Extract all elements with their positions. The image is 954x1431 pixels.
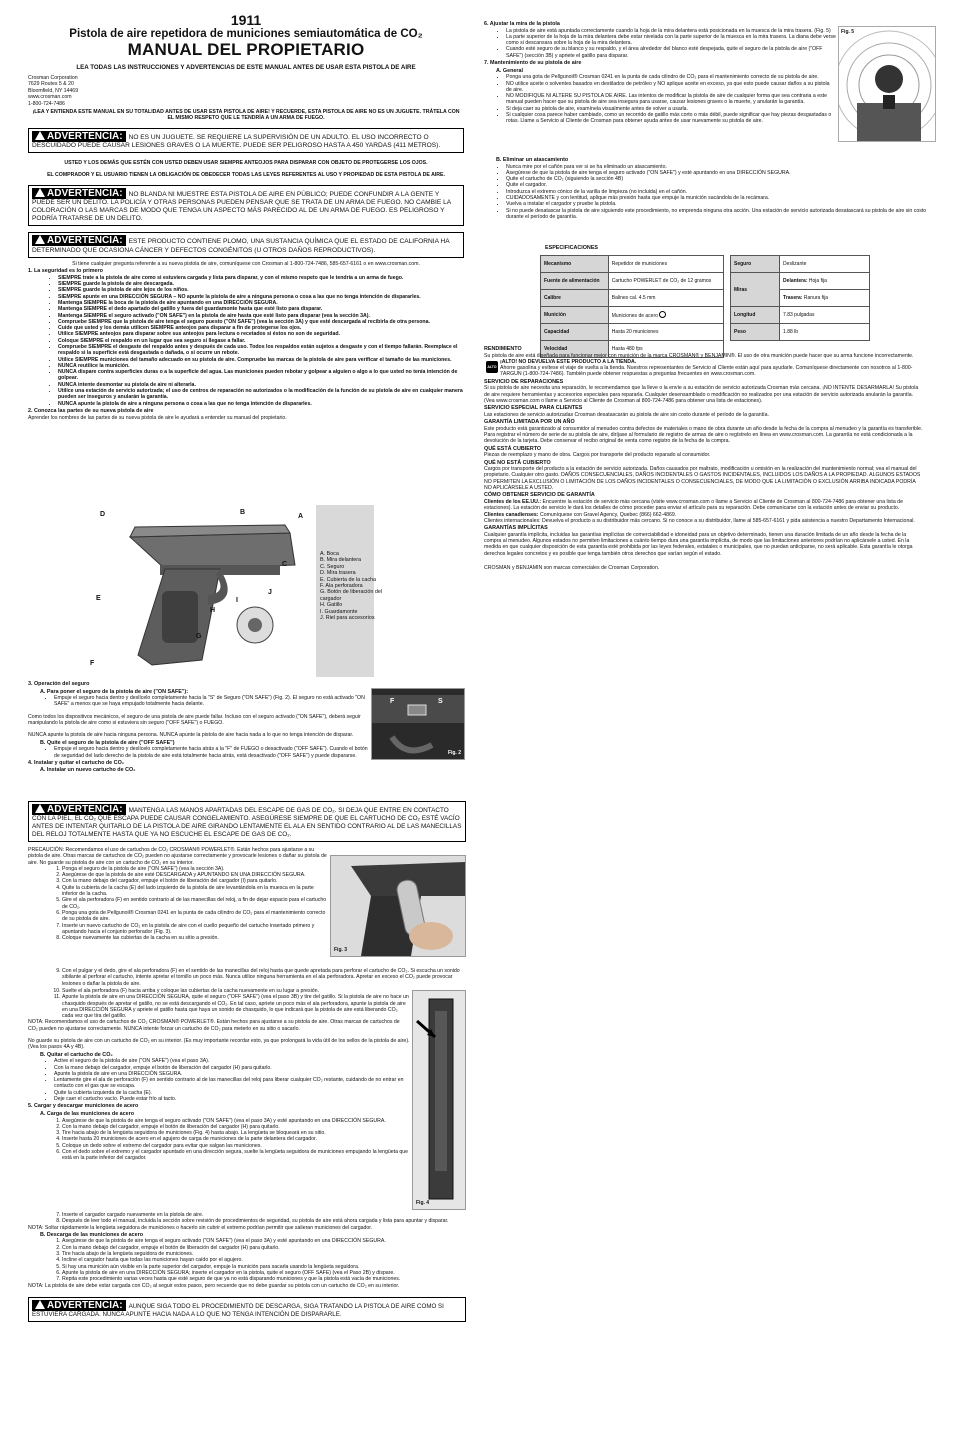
eye-protection-notice: USTED Y LOS DEMÁS QUE ESTÉN CON USTED DEBEN USAR SIEMPRE ANTEOJOS PARA DISPARAR CON OBJETO DE PROTEGERSE LOS OJOS. (64, 160, 428, 167)
product-subtitle: Pistola de aire repetidora de municiones semiautomática de CO₂ (69, 28, 423, 40)
left-column (28, 12, 464, 421)
specs-table-right (730, 255, 870, 341)
section-5b-title: B. Descarga de las municiones de acero (40, 1231, 144, 1238)
list-item: • Cuide que usted y los demás utilicen SIEMPRE anteojos para disparar a fin de protegerse los ojos. (58, 325, 464, 331)
section-4a-body (28, 847, 328, 941)
list-item: • Cuando esté seguro de su blanco y su respaldo, y el área alrededor del blanco esté despejada, quite el seguro de la pistola de aire ("OFF SAFE") (sección 3B) y apriete el gatillo para disparar. (506, 46, 836, 59)
warning-text: NO BLANDA NI MUESTRE ESTA PISTOLA DE AIRE EN PÚBLICO; PUEDE CONFUNDIR A LA GENTE Y PUEDE SER UN DELITO. LA POLICÍA Y OTRAS PERSONAS PUEDEN PENSAR QUE SE TRATA DE UN ARMA DE FUEGO. NO CAMBIE LA COLORACIÓN O LAS MARCAS DE MODO QUE TENGA UN ASPECTO MÁS PARECIDO AL DE UN ARMA DE FUEGO. ES PELIGROSO Y PODRÍA TRATARSE DE UN DELITO. (32, 190, 451, 223)
alto-text: Ahorre gasolina y evítese el viaje de vuelta a la tienda. Nuestros representantes de Servicio al Cliente están aquí para ayudarle. Comuníquese directamente con nosotros al 1-800-7ARGUN (1-800-724-7486). También puede obtener respuestas a preguntas frecuentes en www.crosman.com. (500, 365, 913, 378)
section-3b-title: B. Quite el seguro de la pistola de aire ("OFF SAFE") (40, 739, 175, 746)
garantia-text: Este producto está garantizado al consumidor al menudeo contra defectos de materiales o mano de obra durante un año desde la fecha de la compra al menudeo y la garantía es transferible. Para registrar el número de serie de su pistola de aire, diríjase al formulario de registro de armas de aire o regístrelo en línea en www.crosman.com. La garantía no está condicionada a la devolución de la tarjeta. Debe conservar el recibo original de venta como registro de la fecha de la compra. (484, 425, 923, 445)
list-item: 5. Gire el ala perforadora (F) en sentido contrario al de las manecillas del reloj, a fin de dejar espacio para el cartucho de CO₂. (62, 897, 328, 910)
list-item: • Quite el cartucho de CO₂ (siguiendo la sección 4B) (506, 176, 934, 182)
list-item: • Deje caer el cartucho vacío. Puede estar frío al tacto. (54, 1096, 410, 1102)
no-cubierto-text: Cargos por transporte del producto a la estación de servicio autorizada. Daños causados por maltrato, modificación u omisión en la realización del mantenimiento normal; vea el manual del propietario. Cualquier otro gasto. DAÑOS CONSECUENCIALES, DAÑOS INCIDENTALES O GASTOS INCIDENTALES, INCLUIDOS LOS DAÑOS A LA PROPIEDAD. ALGUNOS ESTADOS NO PERMITEN LA EXCLUSIÓN O LIMITACIÓN DE LOS DAÑOS INCIDENTALES O CONSECUENCIALES, DE MODO QUE LA LIMITACIÓN O EXCLUSIÓN ARRIBA INDICADA PODRÍA NO APLICÁRSELE A USTED. (484, 466, 921, 492)
callout-a: A (298, 513, 304, 520)
list-item: • La parte superior de la hoja de la mira delantera debe estar nivelada con la parte superior de la muesca en la mira trasera. La diana debe verse como si descansara sobre la hoja de la mira delantera. (506, 34, 836, 47)
no-cubierto-title: QUÉ NO ESTÁ CUBIERTO (484, 459, 551, 466)
list-item: • Con la mano debajo del cargador, empuje el botón de liberación del cargador (H) para quitarlo. (54, 1065, 410, 1071)
callout-d: D (100, 511, 106, 518)
manual-title: MANUAL DEL PROPIETARIO (127, 40, 365, 59)
list-item: 3. Tire hacia abajo de la lengüeta seguidora de municiones. (62, 1251, 466, 1257)
list-item: 8. Después de leer todo el manual, incluida la sección sobre revisión de procedimientos de seguridad, su pistola de aire está ahora cargada y lista para apuntar y disparar. (62, 1218, 466, 1224)
specs-title: ESPECIFICACIONES (545, 245, 599, 251)
table-row: Velocidad Hasta 480 fps (541, 341, 724, 358)
table-row: Mecanismo Repetidor de municiones (541, 256, 724, 273)
note-text: NOTA: Recomendamos el uso de cartuchos de CO₂ CROSMAN® POWERLET®. Están hechos para ajustarse a su pistola de aire. Otras marcas de cartuchos de CO₂ pueden no ajustarse correctamente. NUNCA intente forzar un cartucho de CO₂ para meterlo en su sitio o sacarlo. (28, 1019, 400, 1032)
fig5-label: Fig. 5 (841, 29, 855, 35)
list-item: 7. Inserte el cargador cargado nuevamente en la pistola de aire. (62, 1212, 466, 1218)
list-item: 4. Quite la cubierta de la cacha (E) del lado izquierdo de la pistola de aire levantándola en la muesca en la parte inferior de la cacha. (62, 885, 328, 898)
list-item: 7. Repita este procedimiento varias veces hasta que esté seguro de que ya no está disparando municiones y que la pistola está vacía de municiones. (62, 1276, 466, 1282)
part-f: F. Ala perforadora (320, 583, 363, 590)
part-j: J. Riel para accesorios (320, 615, 375, 622)
warning-box-2 (28, 185, 464, 227)
specs-table-left (540, 255, 724, 358)
list-item: • CUIDADOSAMENTE y con lentitud, aplique más presión hasta que empuje la munición sacándola de la recámara. (506, 195, 934, 201)
list-item: • Apunte la pistola de aire en una DIRECCIÓN SEGURA. (54, 1071, 410, 1077)
table-row: Munición Municiones de acero (541, 307, 724, 324)
list-item: • Empuje el seguro hacia dentro y deslícelo completamente hacia atrás a la "F" de FUEGO o desactivado ("OFF SAFE"). Cuando el botón de seguridad del lado derecho de la pistola de aire está totalmente hacia atrás, está desactivado ("OFF SAFE") y puede dispararse. (54, 746, 368, 759)
section-3a-title: A. Para poner el seguro de la pistola de aire ("ON SAFE"): (40, 688, 188, 695)
list-item: 2. Con la mano debajo del cargador, empuje el botón de liberación del cargador (H) para quitarlo. (62, 1124, 410, 1130)
list-item: • Quite la cubierta izquierda de la cacha (E). (54, 1090, 410, 1096)
list-item: 2. Con la mano debajo del cargador, empuje el botón de liberación del cargador (H) para quitarlo. (62, 1245, 466, 1251)
list-item: • Compruebe SIEMPRE el desgaste del respaldo antes y después de cada uso. Todos los respaldos están sujetos a desgaste y con el tiempo fallarán. Reemplace el respaldo si la superficie está desgastada o dañada, o si ocurre un rebote. (58, 344, 464, 357)
warning-triangle-icon (35, 804, 45, 813)
table-row: Miras Delantera: Hoja fija (731, 273, 870, 290)
contact-text: Si tiene cualquier pregunta referente a su nueva pistola de aire, comuníquese con Crosman al 1-800-724-7486, 585-657-6161 o en www.crosman.com. (72, 260, 420, 267)
callout-f: F (90, 660, 95, 667)
trademarks-text: CROSMAN y BENJAMIN son marcas comerciales de Crosman Corporation. (484, 564, 660, 571)
warning-triangle-icon (35, 188, 45, 197)
part-h: H. Gatillo (320, 602, 343, 609)
section-2-title: 2. Conozca las partes de su nueva pistola de aire (28, 407, 154, 414)
garantia-title: GARANTÍA LIMITADA POR UN AÑO (484, 419, 575, 426)
list-item: 4. Incline el cargador hasta que todas las municiones hayan caído por el agujero. (62, 1257, 466, 1263)
co2-cartridge-svg (331, 856, 465, 956)
list-item: • NO MODIFIQUE NI ALTERE SU PISTOLA DE AIRE. Las intentos de modificar la pistola de aire de cualquier forma que sea contraria a este manual pueden hacer que su pistola de aire sea insegura para usarse, causar lesiones graves o la muerte, y anularán la garantía. (506, 93, 836, 106)
section-4-title: 4. Instalar y quitar el cartucho de CO₂ (28, 759, 125, 766)
address-link[interactable]: www.crosman.com (28, 94, 72, 101)
section-4a-cont (28, 968, 466, 987)
warning-label: ADVERTENCIA: (32, 235, 126, 246)
read-note: ¡LEA Y ENTIENDA ESTE MANUAL EN SU TOTALIDAD ANTES DE USAR ESTA PISTOLA DE AIRE! Y RECUERDE, ESTA PISTOLA DE AIRE NO ES UN JUGUETE. TRÁTELA CON EL MISMO RESPETO QUE LE TENDRÍA A UN ARMA DE FUEGO. (32, 109, 460, 122)
part-a: A. Boca (320, 551, 339, 557)
section-4b-title: B. Quitar el cartucho de CO₂ (40, 1051, 113, 1058)
section-7a-title: A. General (496, 67, 523, 74)
figure-3 (330, 855, 466, 957)
section-7b-title: B. Eliminar un atascamiento (496, 157, 569, 163)
list-item: • NUNCA apunte la pistola de aire a ninguna persona o cosa a las que no tenga intención de dispararles. (58, 401, 464, 407)
list-item: • Coloque SIEMPRE el respaldo en un lugar que sea seguro si llegase a fallar. (58, 338, 464, 344)
list-item: 1. Asegúrese de que la pistola de aire tenga el seguro activado ("ON SAFE") (vea el paso 3A) y esté apuntando en una DIRECCIÓN SEGURA. (62, 1238, 466, 1244)
section-4a-title: A. Instalar un nuevo cartucho de CO₂ (40, 767, 136, 774)
list-item: • SIEMPRE trate a la pistola de aire como si estuviera cargada y lista para disparar, y con el mismo respeto que le tendría a un arma de fuego. (58, 275, 464, 281)
part-b: B. Mira delantera (320, 557, 362, 564)
cubierto-text: Piezas de reemplazo y mano de obra. Cargos por transporte del producto reparado al consumidor. (484, 452, 711, 459)
callout-i: I (236, 597, 238, 604)
section-2-text: Aprender los nombres de las partes de su nueva pistola de aire le ayudará a entender su manual del propietario. (28, 414, 287, 421)
right-top (484, 20, 836, 125)
note-text: NOTA: La pistola de aire debe estar cargada con CO₂ al seguir estos pasos, pero recuerde que no debe guardar su pistola con un cartucho de CO₂ en su interior. (28, 1282, 400, 1289)
warning-box-4 (28, 801, 466, 842)
section-5a-title: A. Carga de las municiones de acero (40, 1110, 135, 1117)
list-item: • Mantenga SIEMPRE la boca de la pistola de aire apuntando en una DIRECCIÓN SEGURA. (58, 300, 464, 306)
store-text: No guarde su pistola de aire con un cartucho de CO₂ en su interior. (Es muy importante recordar esto, ya que prolongará la vida útil de los sellos de la pistola de aire). (Vea los pasos 4A y 4B). (28, 1038, 410, 1051)
address-line: Bloomfield, NY 14469 (28, 87, 79, 94)
list-item: 6. Apunte la pistola de aire en una DIRECCIÓN SEGURA; inserte el cargador en la pistola, quite el seguro (OFF SAFE) (vea el Paso 2B) y dispare. (62, 1270, 466, 1276)
list-item: • Introduzca el extremo cónico de la varilla de limpieza (no incluida) en el cañón. (506, 189, 934, 195)
como-can: Clientes canadienses: Comuníquese con Gravel Agency, Quebec (866) 662-4869. (484, 511, 677, 518)
implicitas-title: GARANTÍAS IMPLÍCITAS (484, 525, 548, 532)
table-row: Calibre Balines cal. 4.5 mm (541, 290, 724, 307)
callout-g: G (196, 633, 202, 640)
warning-box-3 (28, 232, 464, 257)
como-title: CÓMO OBTENER SERVICIO DE GARANTÍA (484, 492, 595, 499)
list-item: • Si cualquier cosa parece haber cambiado, como un recorrido de gatillo más corto o más débil, puede significar que hay piezas desgastadas o rotas. Llame a Servicio al Cliente de Crosman para obtener ayuda antes de usar nuevamente su pistola de aire. (506, 112, 836, 125)
section-7-title: 7. Mantenimiento de su pistola de aire (484, 60, 582, 67)
warning-triangle-icon (35, 235, 45, 244)
como-intl: Clientes internacionales: Devuelva el producto a su distribuidor más cercano. Si no conoce a su distribuidor, llame al 585-657-6161 y pida asistencia a nuestro Departamento Internacional. (484, 517, 915, 524)
part-e: E. Cubierta de la cacha (320, 576, 377, 583)
list-item: • Utilice SIEMPRE anteojos para disparar sobre sus anteojos para lectura o recetados si éstos no son de seguridad. (58, 331, 464, 337)
list-item: 1. Asegúrese de que la pistola de aire tenga el seguro activado ("ON SAFE") (vea el paso 3A) y esté apuntando en una DIRECCIÓN SEGURA. (62, 1118, 410, 1124)
warning-box-5 (28, 1297, 466, 1322)
list-item: • Utilice SIEMPRE municiones del tamaño adecuado en su pistola de aire. Compruebe las marcas de la pistola de aire para verificar el tamaño de las municiones. (58, 357, 464, 363)
callout-j: J (268, 589, 272, 596)
install-steps (28, 866, 328, 942)
list-item: 6. Con el dedo sobre el extremo y el cargador apuntado en una dirección segura, suelte la lengüeta seguidora de municiones empujando la lengüeta que está en la parte inferior del cargador. (62, 1149, 410, 1162)
warning-label: ADVERTENCIA: (32, 1300, 126, 1311)
read-all-notice: LEA TODAS LAS INSTRUCCIONES Y ADVERTENCIAS DE ESTE MANUAL ANTES DE USAR ESTA PISTOLA DE AIRE (76, 64, 416, 71)
warning-text: NO ES UN JUGUETE. SE REQUIERE LA SUPERVISIÓN DE UN ADULTO. EL USO INCORRECTO O DESCUIDADO PUEDE CAUSAR LESIONES GRAVES O LA MUERTE. PUEDE SER PELIGROSO HASTA A 450 YARDAS (411 METROS). (32, 133, 441, 149)
right-mid (484, 156, 934, 220)
list-item: • SIEMPRE guarde la pistola de aire lejos de los niños. (58, 287, 464, 293)
list-item: • SIEMPRE guarde la pistola de aire descargada. (58, 281, 464, 287)
section-3-title: 3. Operación del seguro (28, 681, 90, 687)
fig2-fire-label: F (390, 698, 395, 705)
servicio-title: SERVICIO DE REPARACIONES (484, 378, 564, 385)
rendimiento-title: RENDIMIENTO (484, 346, 522, 352)
figure-5 (838, 26, 936, 142)
section-4a-cont2 (28, 988, 410, 1162)
note-text: NOTA: Soltar rápidamente la lengüeta seguidora de municiones o hacerlo sin cubrir el extremo podrían permitir que salieran municiones del cargador. (28, 1224, 373, 1231)
list-item: 5. Coloque un dedo sobre el extremo del cargador para evitar que salgan las municiones. (62, 1143, 410, 1149)
list-item: • Mantenga SIEMPRE el dedo apartado del gatillo y fuera del guardamonte hasta que esté listo para disparar. (58, 306, 464, 312)
safety-list (28, 275, 464, 407)
table-row: Trasera: Ranura fija (731, 290, 870, 307)
section-3-p1: Como todos los dispositivos mecánicos, el seguro de una pistola de aire puede fallar. Incluso con el seguro activado ("ON SAFE"), deberá seguir manipulando la pistola de aire como si estuviera sin seguro ("OFF SAFE") o FUEGO. (28, 713, 361, 727)
fig2-safe-label: S (438, 698, 443, 705)
list-item: • Nunca mire por el cañón para ver si se ha eliminado un atascamiento. (506, 164, 934, 170)
list-item: • NUNCA dispare contra superficies duras o a la superficie del agua. Las municiones pueden rebotar y golpear a alguien o algo a lo que usted no tenía intención de golpear. (58, 369, 464, 382)
list-item: • Active el seguro de la pistola de aire ("ON SAFE") (vea el paso 3A). (54, 1058, 410, 1064)
warning-triangle-icon (35, 1300, 45, 1309)
list-item: 8. Coloque nuevamente las cubiertas de la cacha en su sitio a presión. (62, 935, 328, 941)
especial-title: SERVICIO ESPECIAL PARA CLIENTES (484, 405, 583, 412)
section-3-p2: NUNCA apunte la pistola de aire hacia ninguna persona. NUNCA apunte la pistola de aire hacia nada a lo que no tenga intención de disparar. (28, 732, 354, 739)
part-g: G. Botón de liberación del cargador (320, 589, 383, 602)
magazine-svg (413, 991, 465, 1209)
part-c: C. Seguro (320, 563, 345, 570)
rendimiento-text: Su pistola de aire está diseñada para funcionar mejor con munición de la marca CROSMAN® y BENJAMIN®. El uso de otra munición puede hacer que su arma funcione incorrectamente. (484, 352, 914, 359)
list-item: • NUNCA reutilice la munición. (58, 363, 464, 369)
section-1-title: 1. La seguridad es lo primero (28, 268, 103, 275)
part-i: I. Guardamonte (320, 608, 358, 615)
warning-label: ADVERTENCIA: (32, 131, 126, 142)
fig2-label: Fig. 2 (447, 750, 461, 756)
list-item: • Mantenga SIEMPRE el seguro activado ("ON SAFE") en la pistola de aire hasta que esté listo para disparar (vea la sección 3A). (58, 313, 464, 319)
ammo-icon (659, 311, 666, 318)
cubierto-title: QUÉ ESTÁ CUBIERTO (484, 445, 542, 452)
list-item: • SIEMPRE apunte en una DIRECCIÓN SEGURA – NO apunte la pistola de aire a ninguna persona o cosa a las que no tenga intención de dispararles. (58, 294, 464, 300)
list-item: 4. Inserte hasta 20 municiones de acero en el agujero de carga de municiones de la parte delantera del cargador. (62, 1136, 410, 1142)
section-6-title: 6. Ajustar la mira de la pistola (484, 21, 560, 27)
warning-label: ADVERTENCIA: (32, 804, 126, 815)
model-number: 1911 (230, 12, 262, 28)
implicitas-text: Cualquier garantía implícita, incluidas las garantías implícitas de comerciabilidad e idoneidad para un objetivo determinado, tienen una duración limitada de un año desde la fecha de la compra al menudeo. Algunos estados no permiten limitaciones a cuánto tiempo dura una garantía implícita, de modo que las limitaciones anteriores podrían no aplicársele a usted. En la medida en que cualquier disposición de esta garantía esté prohibida por las leyes federales, estatales o municipales, que no puedan anticiparse, no será aplicable. Esta garantía le otorga derechos legales concretos y es posible que tenga también otros derechos que varían según el estado. (484, 531, 913, 557)
list-item: • Empuje el seguro hacia dentro y deslícelo completamente hacia la "S" de Seguro ("ON SAFE") (Fig. 2). El seguro no está activado "ON SAFE" a menos que se haya empujado totalmente hacia delante. (54, 695, 368, 708)
safety-switch-svg (372, 689, 464, 759)
address-phone: 1-800-724-7486 (28, 100, 65, 107)
figure-2 (371, 688, 465, 760)
section-5-title: 5. Cargar y descargar municiones de acero (28, 1103, 139, 1110)
warning-text: AUNQUE SIGA TODO EL PROCEDIMIENTO DE DESCARGA, SIGA TRATANDO LA PISTOLA DE AIRE COMO SI ESTUVIERA CARGADA. NUNCA APUNTE HACIA NADA A LO QUE NO TENGA INTENCIÓN DE DISPARARLE. (32, 1302, 444, 1318)
table-row: Capacidad Hasta 20 municiones (541, 324, 724, 341)
pistol-diagram-svg (90, 505, 310, 670)
fig4-label: Fig. 4 (416, 1200, 430, 1206)
list-item: • Si no puede desatascar la pistola de aire siguiendo este procedimiento, no emprenda ninguna otra acción. Una estación de servicio autorizada desatascará su pistola de aire sin costo durante el período de garantía. (506, 208, 934, 221)
como-usa: Clientes de los EE.UU.: Encuentre la estación de servicio más cercana (visite www.crosman.com o llame a Servicio al Cliente de Crosman al 800-724-7486 para obtener una lista de estaciones). La estación de servicio le dará los detalles de cómo proceder para enviar el artículo para su reparación. Debe comunicarse con la estación antes de enviar su producto. (484, 498, 903, 512)
target-sight-svg (839, 27, 935, 141)
list-item: • Asegúrese de que la pistola de aire tenga el seguro activado ("ON SAFE") y esté apuntando en una DIRECCIÓN SEGURA. (506, 170, 934, 176)
part-d: D. Mira trasera (320, 570, 356, 577)
parts-diagram (90, 505, 310, 670)
alto-title: ¡ALTO! NO DEVUELVA ESTE PRODUCTO A LA TIENDA. (500, 358, 637, 365)
address-line: Crosman Corporation (28, 75, 78, 81)
warning-text: ESTE PRODUCTO CONTIENE PLOMO, UNA SUSTANCIA QUÍMICA QUE EL ESTADO DE CALIFORNIA HA DETERMINADO QUE OCASIONA CÁNCER Y DEFECTOS CONGÉNITOS (U OTROS DAÑOS REPRODUCTIVOS). (32, 238, 450, 254)
warning-text: MANTENGA LAS MANOS APARTADAS DEL ESCAPE DE GAS DE CO₂. SI DEJA QUE ENTRE EN CONTACTO CON LA PIEL, EL CO₂ QUE ESCAPA PUEDE CAUSAR CONGELAMIENTO. ASEGÚRESE SIEMPRE DE QUE EL CARTUCHO DE CO₂ ESTÉ VACÍO ANTES DE INTENTAR QUITARLO DE LA PISTOLA DE AIRE GIRANDO LENTAMENTE EL ALA EN SENTIDO CONTRARIO AL DE LAS MANECILLAS DEL RELOJ TOTALMENTE HASTA QUE YA NO ESCUCHE EL ESCAPE DE GAS DE CO₂. (32, 807, 462, 838)
list-item: 9. Con el pulgar y el dedo, gire el ala perforadora (F) en el sentido de las manecillas del reloj hasta que quede apretada para perforar el cartucho de CO₂. Si escucha un sonido sibilante al perforar el cartucho, intente apretar el tornillo un poco más. Nunca utilice ninguna herramienta en el ala perforadora. Apretar en exceso el CO₂ puede provocar lesiones o dañar la pistola de aire. (62, 968, 466, 987)
address-block (28, 75, 464, 107)
list-item: 10. Suelte el ala perforadora (F) hacia arriba y coloque las cubiertas de la cacha nuevamente en su lugar a presión. (62, 988, 410, 994)
callout-b: B (240, 509, 246, 516)
stop-sign-icon: ALTO (486, 361, 498, 373)
callout-h: H (210, 607, 216, 614)
figure-4 (412, 990, 466, 1210)
address-line: 7629 Routes 5 & 20 (28, 81, 74, 88)
list-item: • NUNCA intente desmontar su pistola de aire ni alterarla. (58, 382, 464, 388)
fig3-label: Fig. 3 (334, 947, 348, 953)
especial-text: Las estaciones de servicio autorizadas Crosman desatascarán su pistola de aire sin costo durante el período de la garantía. (484, 411, 769, 418)
list-item: 3. Tire hacia abajo de la lengüeta seguidora de municiones (Fig. 4) hasta abajo. La lengüeta se bloqueará en su sitio. (62, 1130, 410, 1136)
warning-box-1 (28, 128, 464, 153)
warning-label: ADVERTENCIA: (32, 188, 126, 199)
list-item: 2. Asegúrese de que la pistola de aire esté DESCARGADA y APUNTANDO EN UNA DIRECCIÓN SEGURA. (62, 872, 328, 878)
list-item: • Utilice una estación de servicio autorizada; el uso de centros de reparación no autorizados o la modificación de la función de su pistola de aire en cualquier manera pueden ser inseguros y anularán la garantía. (58, 388, 464, 401)
warning-triangle-icon (35, 131, 45, 140)
list-item: 11. Apunte la pistola de aire en una DIRECCIÓN SEGURA, quite el seguro ("OFF SAFE") (vea el paso 3B) y tire del gatillo. Si la pistola de aire no hace un chasquido después de apretar el gatillo, no se está descargando el CO₂. En tal caso, apriete un poco más el ala perforadora, apunte la pistola de aire en una DIRECCIÓN SEGURA y apriete el gatillo hasta que haya un sonido de chasquido, lo que indicará que la pistola de aire está liberando CO₂ cada vez que tira del gatillo. (62, 994, 410, 1019)
table-row: Seguro Deslizante (731, 256, 870, 273)
table-row: Fuente de alimentación Cartucho POWERLET de CO₂ de 12 gramos (541, 273, 724, 290)
list-item: 6. Ponga una gota de Pellgunoil® Crosman 0241 en la punta de cada cilindro de CO₂ para el mantenimiento correcto de su pistola de aire. (62, 910, 328, 923)
table-row: Peso 1.88 lb (731, 324, 870, 341)
list-item: 7. Inserte un nuevo cartucho de CO₂ en la pistola de aire con el cuello pequeño del cartucho insertado primero y apuntando hacia el conjunto perforador (Fig. 3). (62, 923, 328, 936)
list-item: 5. Si hay una munición aún visible en la parte superior del cargador, empuje la munición para sacarla usando la lengüeta seguidora. (62, 1264, 466, 1270)
list-item: • Compruebe SIEMPRE que la pistola de aire tenga el seguro puesto ("ON SAFE") (vea la sección 3A) y que esté descargada al recibirla de otra persona. (58, 319, 464, 325)
list-item: • Si deja caer su pistola de aire, examínela visualmente antes de volver a usarla. (506, 106, 836, 112)
list-item: • Quite el cargador. (506, 182, 934, 188)
buyer-notice: EL COMPRADOR Y EL USUARIO TIENEN LA OBLIGACIÓN DE OBEDECER TODAS LAS LEYES REFERENTES AL USO Y PROPIEDAD DE ESTA PISTOLA DE AIRE. (47, 172, 445, 179)
table-row: Longitud 7.83 pulgadas (731, 307, 870, 324)
servicio-text: Si su pistola de aire necesita una reparación, le recomendamos que la lleve o la envíe a su estación de servicio autorizada Crosman más cercana. ¡NO INTENTE DESARMARLA! Su pistola de aire requiere herramientas y accesorios especiales para repararla. Cualquier desensamblado o modificación no realizados por una estación de servicio autorizada anularán la garantía. (Vea www.crosman.com o llame a Servicio al Cliente de Crosman al 800-724-7486 para obtener una lista de estaciones). (484, 385, 919, 404)
list-item: • Vuelva a instalar el cargador y pruebe la pistola. (506, 201, 934, 207)
section-5-cont (28, 1212, 466, 1325)
list-item: • NO utilice aceite o solventes basados en destilados de petróleo y NO aplique aceite en exceso, ya que esto puede causar daños a su pistola de aire. (506, 81, 836, 94)
caution-text: PRECAUCIÓN: Recomendamos el uso de cartuchos de CO₂ CROSMAN® POWERLET®. Están hechos para ajustarse a su pistola de aire. Otras marcas de cartuchos de CO₂ pueden no ajustarse correctamente y provocarle lesiones o dañar su pistola de aire. No guarde su pistola de aire con un cartucho de CO₂ en su interior. (28, 847, 327, 866)
callout-c: C (282, 561, 288, 568)
section-3 (28, 680, 368, 774)
list-item: • Lentamente gire el ala de perforación (F) en sentido contrario al de las manecillas del reloj para liberar cualquier CO₂ restante, cuidando de no entrar en contacto con el gas que se escapa. (54, 1077, 410, 1090)
parts-legend (316, 505, 383, 677)
callout-e: E (96, 595, 101, 602)
list-item: • La pistola de aire está apuntada correctamente cuando la hoja de la mira delantera está posicionada en la muesca de la mira trasera. (Fig. 5) (506, 28, 836, 34)
list-item: • Ponga una gota de Pellgunoil® Crosman 0241 en la punta de cada cilindro de CO₂ para el mantenimiento correcto de su pistola de aire. (506, 74, 836, 80)
alto-block (484, 359, 924, 378)
list-item: 1. Ponga el seguro de la pistola de aire ("ON SAFE") (vea la sección 3A). (62, 866, 328, 872)
list-item: 3. Con la mano debajo del cargador, empuje el botón de liberación del cargador (I) para quitarlo. (62, 878, 328, 884)
right-bottom (484, 345, 924, 571)
